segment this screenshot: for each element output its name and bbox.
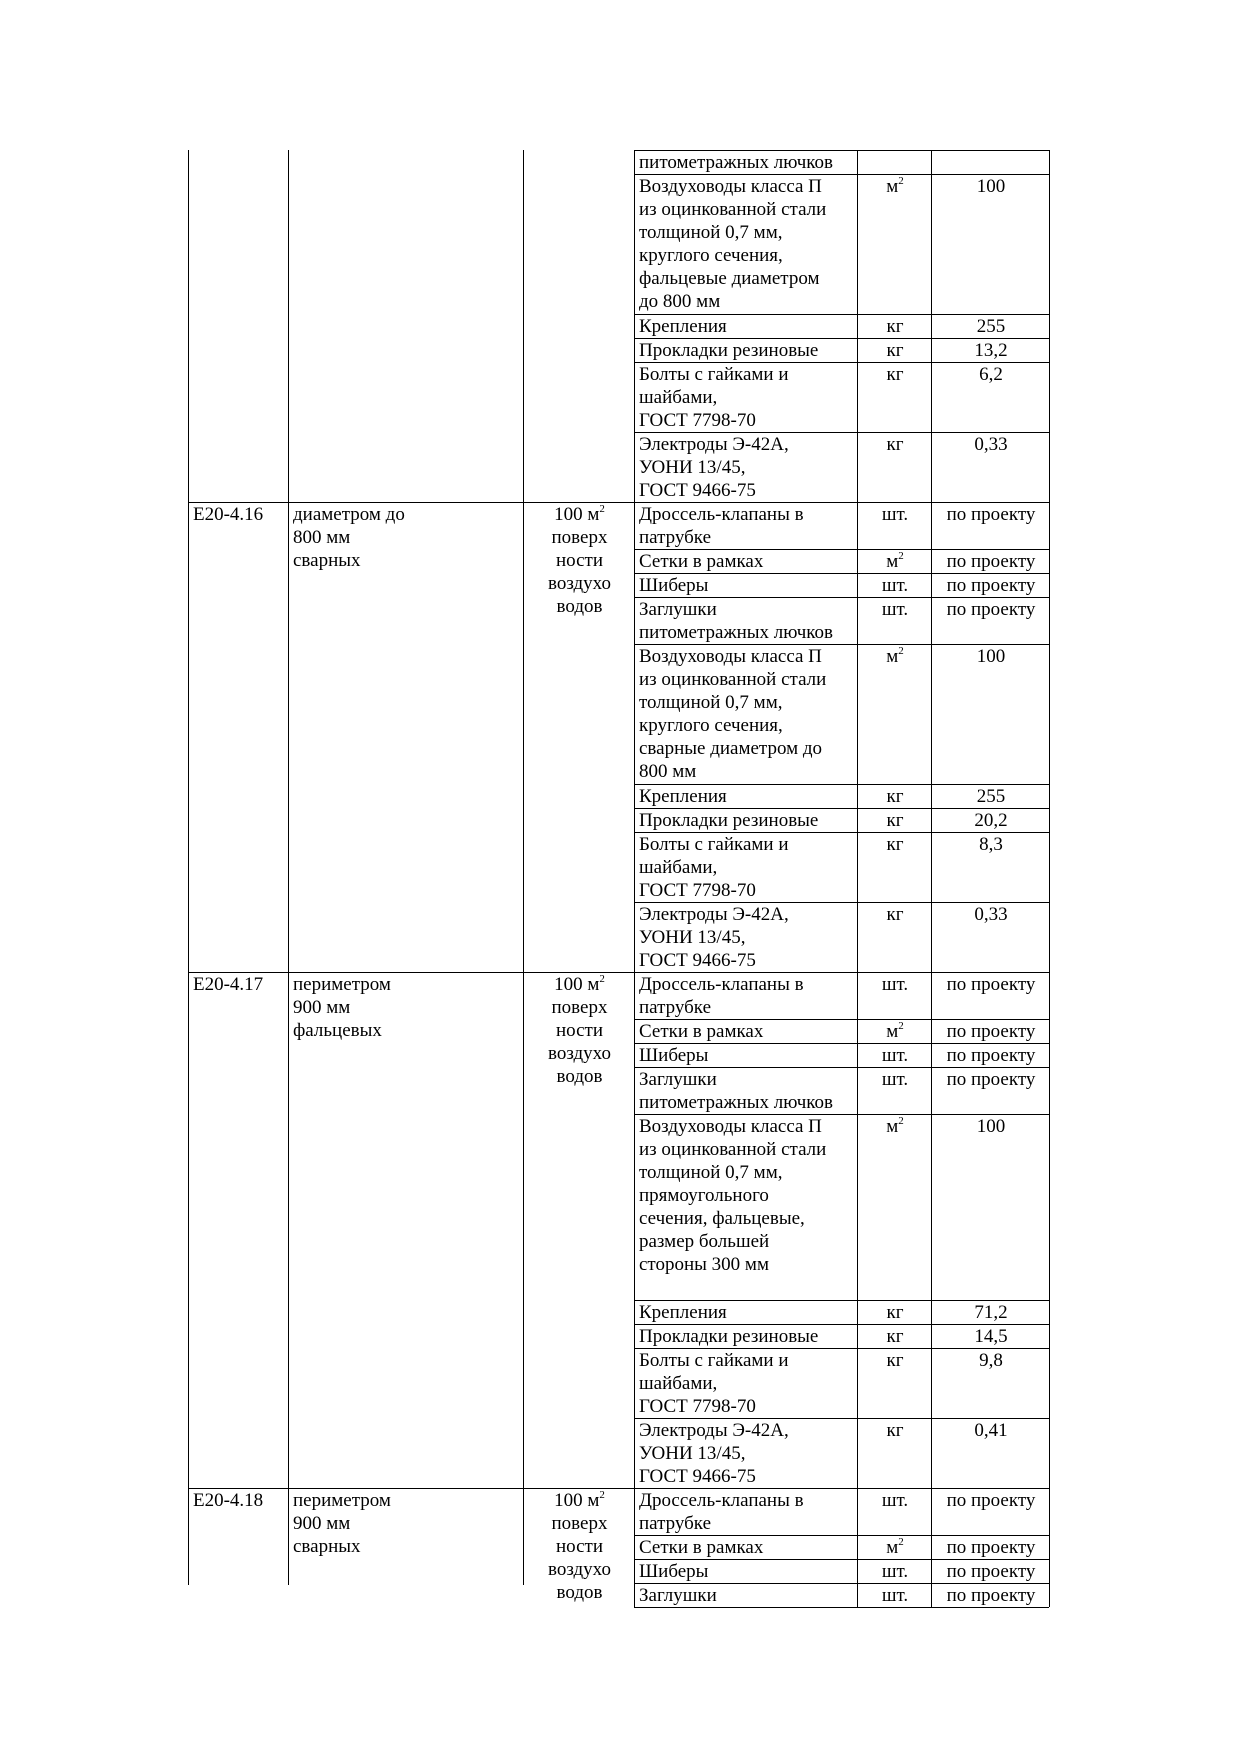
table-column-rule [634, 1559, 635, 1583]
table-column-rule [931, 832, 932, 902]
table-column-rule [931, 1114, 932, 1300]
material-unit: кг [886, 1420, 904, 1441]
material-name: питометражных лючков [639, 152, 834, 173]
table-rule [634, 1607, 1049, 1608]
table-column-rule [1049, 338, 1050, 362]
table-column-rule [931, 1559, 932, 1583]
material-name: Электроды Э-42А, УОНИ 13/45, ГОСТ 9466-75 [639, 434, 789, 501]
table-column-rule [857, 1418, 858, 1488]
table-column-rule [288, 150, 289, 1585]
table-column-rule [931, 502, 932, 549]
table-column-rule [634, 1488, 635, 1535]
table-column-rule [931, 597, 932, 644]
table-column-rule [634, 1019, 635, 1043]
table-column-rule [857, 597, 858, 644]
material-unit: $м^2$ [886, 644, 904, 667]
table-column-rule [931, 1488, 932, 1535]
table-column-rule [931, 808, 932, 832]
material-qty: по проекту [946, 1490, 1036, 1511]
table-column-rule [1049, 573, 1050, 597]
table-column-rule [1049, 314, 1050, 338]
table-column-rule [634, 1348, 635, 1418]
material-name: Прокладки резиновые [639, 1326, 819, 1347]
material-qty: 100 [976, 646, 1006, 667]
table-column-rule [931, 784, 932, 808]
table-column-rule [1049, 832, 1050, 902]
table-column-rule [931, 1043, 932, 1067]
table-column-rule [931, 1418, 932, 1488]
material-name: Электроды Э-42А, УОНИ 13/45, ГОСТ 9466-75 [639, 904, 789, 971]
material-unit: кг [886, 810, 904, 831]
table-column-rule [931, 1324, 932, 1348]
material-name: Прокладки резиновые [639, 340, 819, 361]
table-column-rule [1049, 362, 1050, 432]
table-column-rule [634, 1043, 635, 1067]
material-qty: 0,33 [974, 434, 1008, 455]
material-qty: по проекту [946, 575, 1036, 596]
material-name: Сетки в рамках [639, 1537, 764, 1558]
material-qty: по проекту [946, 1069, 1036, 1090]
table-column-rule [931, 972, 932, 1019]
table-column-rule [1049, 1535, 1050, 1559]
table-column-rule [634, 1583, 635, 1607]
table-column-rule [857, 644, 858, 784]
material-unit: кг [886, 364, 904, 385]
table-column-rule [1049, 1348, 1050, 1418]
table-column-rule [857, 174, 858, 314]
table-column-rule [931, 549, 932, 573]
material-unit: кг [886, 1302, 904, 1323]
material-qty: по проекту [946, 1561, 1036, 1582]
rate-code: Е20-4.18 [193, 1490, 264, 1511]
table-column-rule [857, 1488, 858, 1535]
table-column-rule [857, 784, 858, 808]
table-column-rule [634, 644, 635, 784]
table-column-rule [931, 1535, 932, 1559]
table-column-rule [857, 1067, 858, 1114]
material-unit: кг [886, 434, 904, 455]
table-column-rule [857, 808, 858, 832]
material-name: Заглушки питометражных лючков [639, 1069, 834, 1113]
table-column-rule [1049, 174, 1050, 314]
work-description: диаметром до 800 мм сварных [293, 504, 405, 571]
material-qty: 13,2 [974, 340, 1008, 361]
table-column-rule [857, 902, 858, 972]
table-column-rule [857, 362, 858, 432]
table-column-rule [634, 902, 635, 972]
material-qty: 100 [976, 1116, 1006, 1137]
table-column-rule [931, 338, 932, 362]
material-unit: шт. [881, 1490, 909, 1511]
table-column-rule [634, 808, 635, 832]
table-column-rule [634, 362, 635, 432]
material-name: Воздуховоды класса П из оцинкованной стали толщиной 0,7 мм, прямоугольного сечения, фальцевые, размер большей стороны 300 мм [639, 1116, 827, 1275]
table-column-rule [931, 644, 932, 784]
table-column-rule [931, 1019, 932, 1043]
table-column-rule [1049, 972, 1050, 1019]
material-name: Прокладки резиновые [639, 810, 819, 831]
table-column-rule [1049, 1019, 1050, 1043]
table-column-rule [634, 832, 635, 902]
material-name: Заглушки [639, 1585, 717, 1606]
measure-unit: 100 $м^2$ поверх ности воздухо водов [548, 972, 611, 1087]
material-unit: кг [886, 316, 904, 337]
table-column-rule [634, 573, 635, 597]
material-unit: шт. [881, 599, 909, 620]
table-column-rule [634, 1114, 635, 1300]
table-column-rule [857, 1324, 858, 1348]
table-column-rule [634, 502, 635, 549]
table-column-rule [931, 174, 932, 314]
material-unit: кг [886, 1326, 904, 1347]
table-column-rule [1049, 1324, 1050, 1348]
table-column-rule [931, 314, 932, 338]
table-column-rule [634, 784, 635, 808]
material-unit: кг [886, 904, 904, 925]
material-qty: по проекту [946, 1021, 1036, 1042]
material-qty: 20,2 [974, 810, 1008, 831]
material-qty: 71,2 [974, 1302, 1008, 1323]
material-qty: по проекту [946, 1585, 1036, 1606]
table-column-rule [857, 338, 858, 362]
table-column-rule [634, 1535, 635, 1559]
table-column-rule [931, 150, 932, 174]
table-column-rule [1049, 1583, 1050, 1607]
work-description: периметром 900 мм фальцевых [293, 974, 391, 1041]
material-name: Болты с гайками и шайбами, ГОСТ 7798-70 [639, 834, 789, 901]
table-column-rule [634, 174, 635, 314]
material-qty: 0,33 [974, 904, 1008, 925]
table-column-rule [634, 549, 635, 573]
table-column-rule [1049, 1488, 1050, 1535]
material-qty: по проекту [946, 1045, 1036, 1066]
material-qty: по проекту [946, 1537, 1036, 1558]
table-column-rule [857, 1348, 858, 1418]
table-column-rule [857, 1043, 858, 1067]
table-column-rule [1049, 150, 1050, 174]
table-column-rule [857, 832, 858, 902]
table-column-rule [1049, 432, 1050, 502]
material-qty: 8,3 [979, 834, 1003, 855]
table-column-rule [857, 972, 858, 1019]
table-column-rule [1049, 502, 1050, 549]
material-name: Сетки в рамках [639, 1021, 764, 1042]
material-name: Сетки в рамках [639, 551, 764, 572]
table-column-rule [931, 362, 932, 432]
table-column-rule [634, 314, 635, 338]
material-name: Шиберы [639, 1561, 709, 1582]
material-unit: шт. [881, 1561, 909, 1582]
table-column-rule [1049, 902, 1050, 972]
table-column-rule [634, 150, 635, 174]
material-name: Шиберы [639, 575, 709, 596]
material-unit: шт. [881, 1045, 909, 1066]
table-column-rule [857, 1559, 858, 1583]
table-column-rule [857, 573, 858, 597]
material-unit: шт. [881, 504, 909, 525]
table-column-rule [857, 1300, 858, 1324]
material-unit: шт. [881, 575, 909, 596]
material-qty: по проекту [946, 504, 1036, 525]
rate-code: Е20-4.17 [193, 974, 264, 995]
material-name: Воздуховоды класса П из оцинкованной стали толщиной 0,7 мм, круглого сечения, сварные диаметром до 800 мм [639, 646, 827, 782]
table-column-rule [1049, 644, 1050, 784]
table-column-rule [857, 150, 858, 174]
material-qty: по проекту [946, 599, 1036, 620]
material-unit: $м^2$ [886, 1019, 904, 1042]
table-column-rule [634, 1324, 635, 1348]
table-column-rule [931, 902, 932, 972]
material-name: Крепления [639, 316, 727, 337]
table-column-rule [857, 1114, 858, 1300]
table-column-rule [188, 150, 189, 1585]
table-column-rule [857, 314, 858, 338]
table-column-rule [931, 1300, 932, 1324]
material-qty: 6,2 [979, 364, 1003, 385]
material-name: Болты с гайками и шайбами, ГОСТ 7798-70 [639, 364, 789, 431]
table-column-rule [634, 597, 635, 644]
material-name: Дроссель-клапаны в патрубке [639, 974, 804, 1018]
material-unit: кг [886, 834, 904, 855]
material-unit: шт. [881, 1585, 909, 1606]
table-column-rule [857, 432, 858, 502]
rate-code: Е20-4.16 [193, 504, 264, 525]
table-column-rule [1049, 1043, 1050, 1067]
material-name: Болты с гайками и шайбами, ГОСТ 7798-70 [639, 1350, 789, 1417]
table-column-rule [634, 972, 635, 1019]
table-column-rule [634, 432, 635, 502]
measure-unit: 100 $м^2$ поверх ности воздухо водов [548, 502, 611, 617]
material-unit: шт. [881, 1069, 909, 1090]
material-unit: шт. [881, 974, 909, 995]
material-qty: 100 [976, 176, 1006, 197]
table-column-rule [1049, 1300, 1050, 1324]
table-column-rule [931, 1067, 932, 1114]
table-column-rule [1049, 784, 1050, 808]
table-column-rule [634, 1300, 635, 1324]
material-qty: 255 [976, 316, 1006, 337]
material-qty: по проекту [946, 551, 1036, 572]
material-name: Крепления [639, 786, 727, 807]
material-unit: $м^2$ [886, 1535, 904, 1558]
material-unit: кг [886, 340, 904, 361]
material-name: Заглушки питометражных лючков [639, 599, 834, 643]
table-column-rule [1049, 1418, 1050, 1488]
material-name: Дроссель-клапаны в патрубке [639, 504, 804, 548]
table-column-rule [1049, 549, 1050, 573]
table-column-rule [857, 1019, 858, 1043]
material-unit: $м^2$ [886, 1114, 904, 1137]
table-column-rule [857, 1535, 858, 1559]
work-description: периметром 900 мм сварных [293, 1490, 391, 1557]
material-name: Крепления [639, 1302, 727, 1323]
table-column-rule [1049, 597, 1050, 644]
material-unit: кг [886, 1350, 904, 1371]
table-column-rule [857, 549, 858, 573]
material-qty: 255 [976, 786, 1006, 807]
material-qty: 14,5 [974, 1326, 1008, 1347]
table-column-rule [857, 502, 858, 549]
measure-unit: 100 $м^2$ поверх ности воздухо водов [548, 1488, 611, 1603]
material-qty: 9,8 [979, 1350, 1003, 1371]
table-column-rule [523, 150, 524, 1585]
table-column-rule [1049, 1067, 1050, 1114]
table-column-rule [1049, 808, 1050, 832]
table-column-rule [1049, 1114, 1050, 1300]
table-column-rule [931, 573, 932, 597]
table-column-rule [931, 1583, 932, 1607]
table-column-rule [634, 1418, 635, 1488]
material-name: Воздуховоды класса П из оцинкованной стали толщиной 0,7 мм, круглого сечения, фальцевые диаметром до 800 мм [639, 176, 827, 312]
material-name: Шиберы [639, 1045, 709, 1066]
material-unit: $м^2$ [886, 549, 904, 572]
table-column-rule [1049, 1559, 1050, 1583]
material-unit: кг [886, 786, 904, 807]
material-unit: $м^2$ [886, 174, 904, 197]
table-column-rule [931, 432, 932, 502]
table-column-rule [857, 1583, 858, 1607]
material-qty: 0,41 [974, 1420, 1008, 1441]
table-column-rule [634, 338, 635, 362]
material-name: Электроды Э-42А, УОНИ 13/45, ГОСТ 9466-75 [639, 1420, 789, 1487]
material-qty: по проекту [946, 974, 1036, 995]
table-column-rule [931, 1348, 932, 1418]
material-name: Дроссель-клапаны в патрубке [639, 1490, 804, 1534]
table-column-rule [634, 1067, 635, 1114]
